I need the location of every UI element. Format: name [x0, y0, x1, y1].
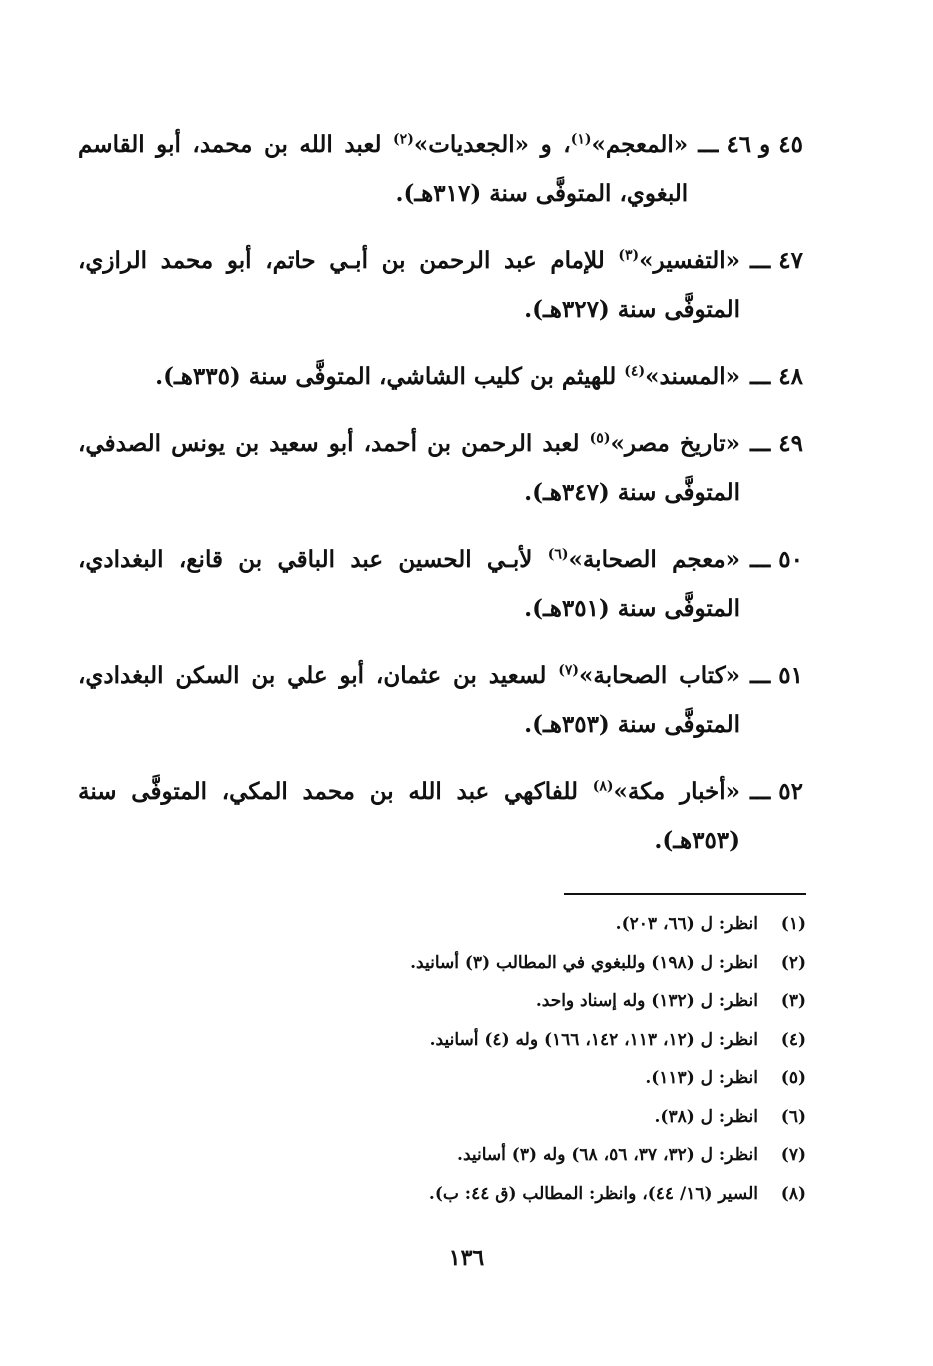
footnote [120, 1175, 806, 1214]
entry-description: لسعيد بن عثمان، أبو علي بن السكن البغدادي، المتوفَّى سنة (٣٥٣هـ). [78, 662, 741, 738]
entry-description: لأبـي الحسين عبد الباقي بن قانع، البغدادي، المتوفَّى سنة (٣٥١هـ). [78, 546, 741, 622]
footnote-text: انظر: ل (١٩٨) وللبغوي في المطالب (٣) أسانيد. [410, 952, 758, 973]
footnote-number: (٢) [780, 952, 806, 973]
footnote-number: (٦) [780, 1106, 806, 1127]
entry-description: للهيثم بن كليب الشاشي، المتوفَّى سنة (٣٣٥هـ). [155, 363, 625, 390]
entry-title-2: ، و «الجعديات» [413, 131, 571, 158]
entry-number: ٤٨ ـــ [750, 363, 803, 390]
footnote-text: انظر: ل (١٣٢) وله إسناد واحد. [535, 991, 758, 1011]
footnote [120, 1136, 806, 1175]
entry-52 [78, 767, 803, 865]
footnote-marker: (١) [570, 131, 592, 148]
footnote [120, 982, 806, 1021]
entry-text [78, 767, 740, 865]
footnote [120, 1098, 806, 1137]
footnote-text: انظر: ل (١١٣). [645, 1068, 758, 1088]
footnote-text: انظر: ل (٣٢، ٣٧، ٥٦، ٦٨) وله (٣) أسانيد. [457, 1145, 758, 1165]
entry-49 [78, 419, 803, 517]
footnote-marker: (٨) [592, 778, 614, 795]
footnote-marker: (٦) [547, 546, 569, 563]
entry-title: «معجم الصحابة» [568, 546, 741, 573]
entries-list [78, 120, 803, 883]
entry-number: ٥٠ ـــ [750, 546, 803, 573]
entry-text [78, 535, 740, 633]
footnote-marker: (٣) [618, 247, 640, 264]
footnotes-list [120, 905, 806, 1213]
entry-number: ٥٢ ـــ [750, 778, 803, 805]
footnote-text: انظر: ل (٣٨). [654, 1106, 758, 1127]
entry-title: «المعجم» [591, 131, 689, 158]
footnote-marker: (٥) [589, 430, 611, 447]
footnote-number: (٤) [780, 1029, 806, 1050]
footnote-marker: (٧) [558, 662, 579, 679]
entry-text [78, 419, 740, 517]
entry-title: «التفسير» [639, 247, 741, 274]
entry-number: ٤٧ ـــ [750, 247, 803, 274]
footnote [120, 1021, 806, 1060]
entry-45-46 [78, 120, 803, 218]
entry-text [78, 651, 740, 749]
footnote-separator [564, 893, 806, 895]
footnote-marker: (٤) [624, 363, 646, 380]
footnote [120, 905, 806, 944]
entry-title: «المسند» [645, 363, 741, 390]
footnote-marker: (٢) [393, 131, 414, 148]
footnote-text: انظر: ل (١٢، ١١٣، ١٤٢، ١٦٦) وله (٤) أسانيد. [429, 1029, 758, 1050]
footnote-number: (٣) [780, 991, 806, 1011]
entry-48 [78, 352, 803, 401]
entry-text [78, 236, 740, 334]
entry-title: «أخبار مكة» [613, 778, 741, 805]
entry-title: «تاريخ مصر» [610, 430, 741, 457]
entry-text [78, 120, 688, 218]
footnote-number: (٥) [780, 1068, 806, 1088]
entry-number: ٥١ ـــ [750, 662, 803, 689]
footnote-text: السير (١٦/ ٤٤)، وانظر: المطالب (ق ٤٤: ب). [428, 1183, 758, 1204]
footnote-number: (٧) [780, 1145, 806, 1165]
entry-description: لعبد الرحمن بن أحمد، أبو سعيد بن يونس الصدفي، المتوفَّى سنة (٣٤٧هـ). [78, 430, 741, 506]
footnote [120, 944, 806, 983]
footnote-number: (١) [780, 914, 806, 934]
page-number: ١٣٦ [448, 1245, 485, 1271]
entry-description: للإمام عبد الرحمن بن أبـي حاتم، أبو محمد الرازي، المتوفَّى سنة (٣٢٧هـ). [78, 247, 741, 323]
entry-title: «كتاب الصحابة» [578, 662, 741, 689]
entry-number: ٤٩ ـــ [750, 430, 803, 457]
footnote-text: انظر: ل (٦٦، ٢٠٣). [615, 914, 758, 934]
entry-number: ٤٥ و ٤٦ ـــ [698, 131, 803, 158]
entry-47 [78, 236, 803, 334]
entry-50 [78, 535, 803, 633]
entry-text [78, 352, 740, 401]
entry-description: لعبد الله بن محمد، أبو القاسم البغوي، المتوفَّى سنة (٣١٧هـ). [78, 131, 689, 207]
entry-51 [78, 651, 803, 749]
entry-description: للفاكهي عبد الله بن محمد المكي، المتوفَّى سنة (٣٥٣هـ). [78, 778, 741, 854]
footnote-number: (٨) [780, 1183, 806, 1204]
footnote [120, 1059, 806, 1098]
